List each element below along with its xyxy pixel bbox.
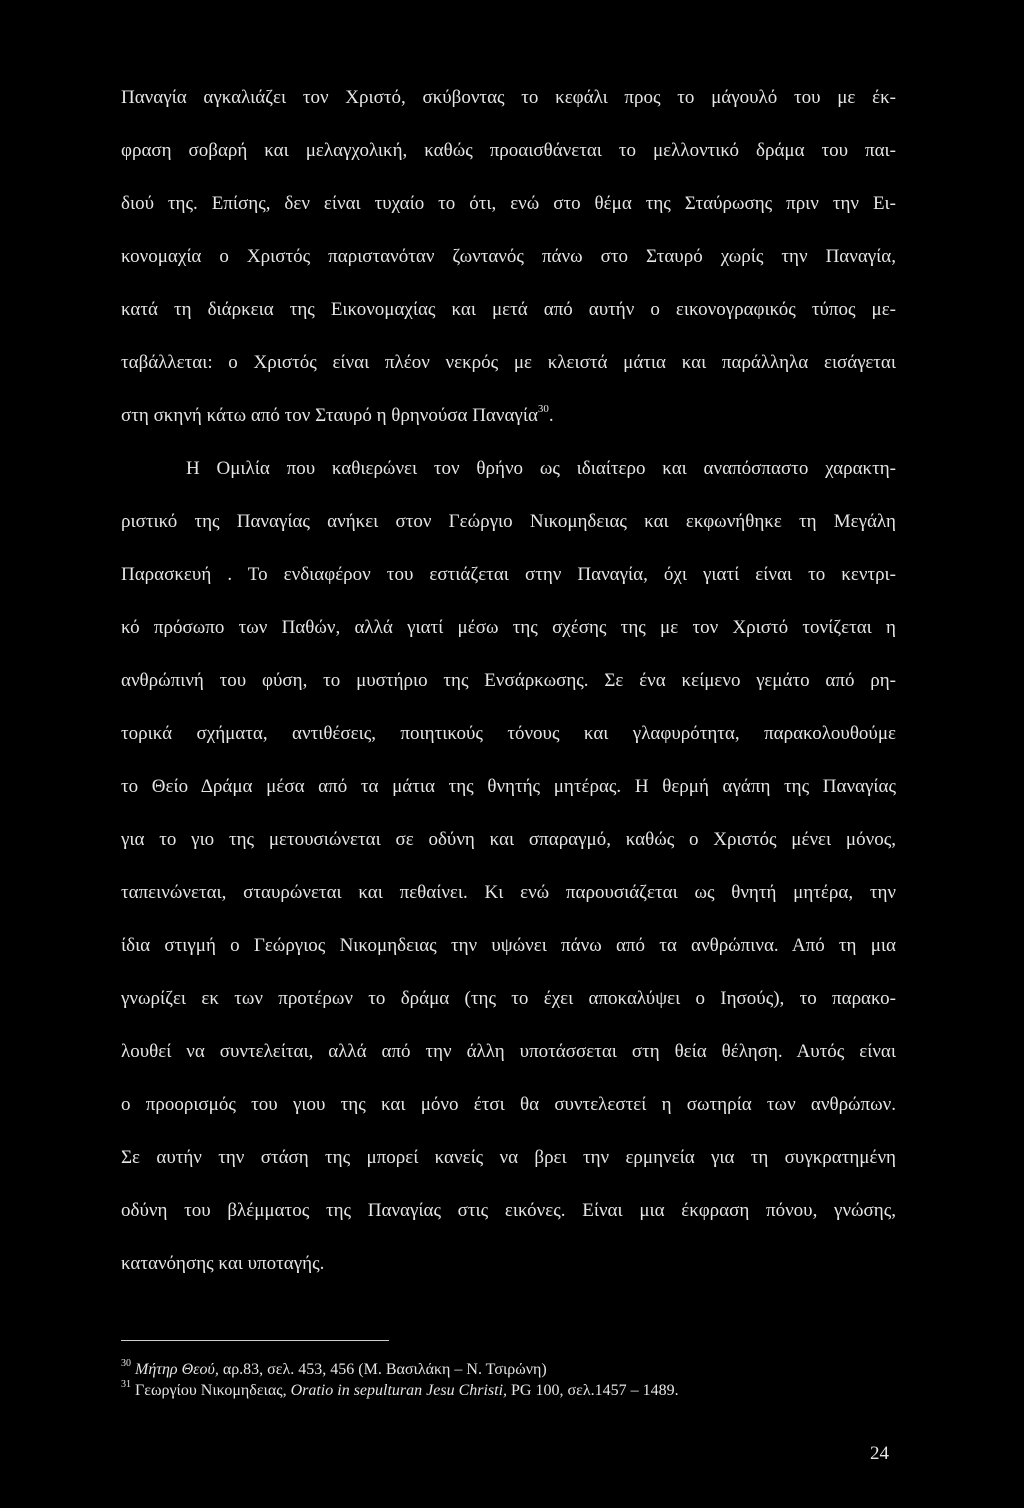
body-line-23: κατανόησης και υποταγής. bbox=[121, 1253, 325, 1274]
footnote-31-author: Γεωργίου Νικομηδειας, bbox=[135, 1382, 291, 1399]
body-line-18: γνωρίζει εκ των προτέρων το δράμα (της το έχει αποκαλύψει ο Ιησούς), το παρακο- bbox=[121, 988, 896, 1009]
body-line-22: οδύνη του βλέμματος της Παναγίας στις εικόνες. Είναι μια έκφραση πόνου, γνώσης, bbox=[121, 1200, 896, 1221]
body-line-9: ριστικό της Παναγίας ανήκει στον Γεώργιο Νικομηδειας και εκφωνήθηκε τη Μεγάλη bbox=[121, 511, 896, 532]
body-line-1: Παναγία αγκαλιάζει τον Χριστό, σκύβοντας το κεφάλι προς το μάγουλό του με έκ- bbox=[121, 87, 896, 108]
body-line-5: κατά τη διάρκεια της Εικονομαχίας και μετά από αυτήν ο εικονογραφικός τύπος με- bbox=[121, 299, 896, 320]
footnote-separator bbox=[121, 1340, 389, 1341]
body-line-13: τορικά σχήματα, αντιθέσεις, ποιητικούς τόνους και γλαφυρότητα, παρακολουθούμε bbox=[121, 723, 896, 744]
body-line-7-text: στη σκηνή κάτω από τον Σταυρό η θρηνούσα Παναγία bbox=[121, 405, 538, 426]
page-number: 24 bbox=[870, 1443, 889, 1464]
body-line-10: Παρασκευή . Το ενδιαφέρον του εστιάζεται στην Παναγία, όχι γιατί είναι το κεντρι- bbox=[121, 564, 896, 585]
footnote-30-text: αρ.83, σελ. 453, 456 (Μ. Βασιλάκη – Ν. Τσιρώνη) bbox=[218, 1361, 547, 1378]
body-line-8: Η Ομιλία που καθιερώνει τον θρήνο ως ιδιαίτερο και αναπόσπαστο χαρακτη- bbox=[186, 458, 896, 479]
footnote-31-marker: 31 bbox=[121, 1378, 131, 1390]
footnote-30-marker: 30 bbox=[121, 1357, 131, 1369]
body-line-3: διού της. Επίσης, δεν είναι τυχαίο το ότι, ενώ στο θέμα της Σταύρωσης πριν την Ει- bbox=[121, 193, 896, 214]
footnote-ref-30: 30 bbox=[537, 402, 549, 415]
body-line-6: ταβάλλεται: ο Χριστός είναι πλέον νεκρός με κλειστά μάτια και παράλληλα εισάγεται bbox=[121, 352, 896, 373]
body-line-15: για το γιο της μετουσιώνεται σε οδύνη και σπαραγμό, καθώς ο Χριστός μένει μόνος, bbox=[121, 829, 896, 850]
footnote-31-title: Oratio in sepulturan Jesu Christi, bbox=[290, 1382, 508, 1399]
body-line-12: ανθρώπινή του φύση, το μυστήριο της Ενσάρκωσης. Σε ένα κείμενο γεμάτο από ρη- bbox=[121, 670, 896, 691]
body-line-2: φραση σοβαρή και μελαγχολική, καθώς προαισθάνεται το μελλοντικό δράμα του παι- bbox=[121, 140, 896, 161]
body-line-11: κό πρόσωπο των Παθών, αλλά γιατί μέσω της σχέσης της με τον Χριστό τονίζεται η bbox=[121, 617, 896, 638]
footnote-31-text: PG 100, σελ.1457 – 1489. bbox=[507, 1382, 679, 1399]
body-line-19: λουθεί να συντελείται, αλλά από την άλλη υποτάσσεται στη θεία θέληση. Αυτός είναι bbox=[121, 1041, 896, 1062]
body-line-20: ο προορισμός του γιου της και μόνο έτσι θα συντελεστεί η σωτηρία των ανθρώπων. bbox=[121, 1094, 896, 1115]
body-line-17: ίδια στιγμή ο Γεώργιος Νικομηδειας την υψώνει πάνω από τα ανθρώπινα. Από τη μια bbox=[121, 935, 896, 956]
body-line-7 bbox=[121, 404, 896, 428]
body-line-21: Σε αυτήν την στάση της μπορεί κανείς να βρει την ερμηνεία για τη συγκρατημένη bbox=[121, 1147, 896, 1168]
body-line-4: κονομαχία ο Χριστός παριστανόταν ζωντανός πάνω στο Σταυρό χωρίς την Παναγία, bbox=[121, 246, 896, 267]
body-line-16: ταπεινώνεται, σταυρώνεται και πεθαίνει. Κι ενώ παρουσιάζεται ως θνητή μητέρα, την bbox=[121, 882, 896, 903]
footnote-30 bbox=[121, 1357, 547, 1380]
footnote-30-title: Μήτηρ Θεού, bbox=[135, 1361, 219, 1378]
body-line-7-period: . bbox=[548, 405, 554, 426]
footnote-31 bbox=[121, 1378, 679, 1401]
body-line-14: το Θείο Δράμα μέσα από τα μάτια της θνητής μητέρας. Η θερμή αγάπη της Παναγίας bbox=[121, 776, 896, 797]
